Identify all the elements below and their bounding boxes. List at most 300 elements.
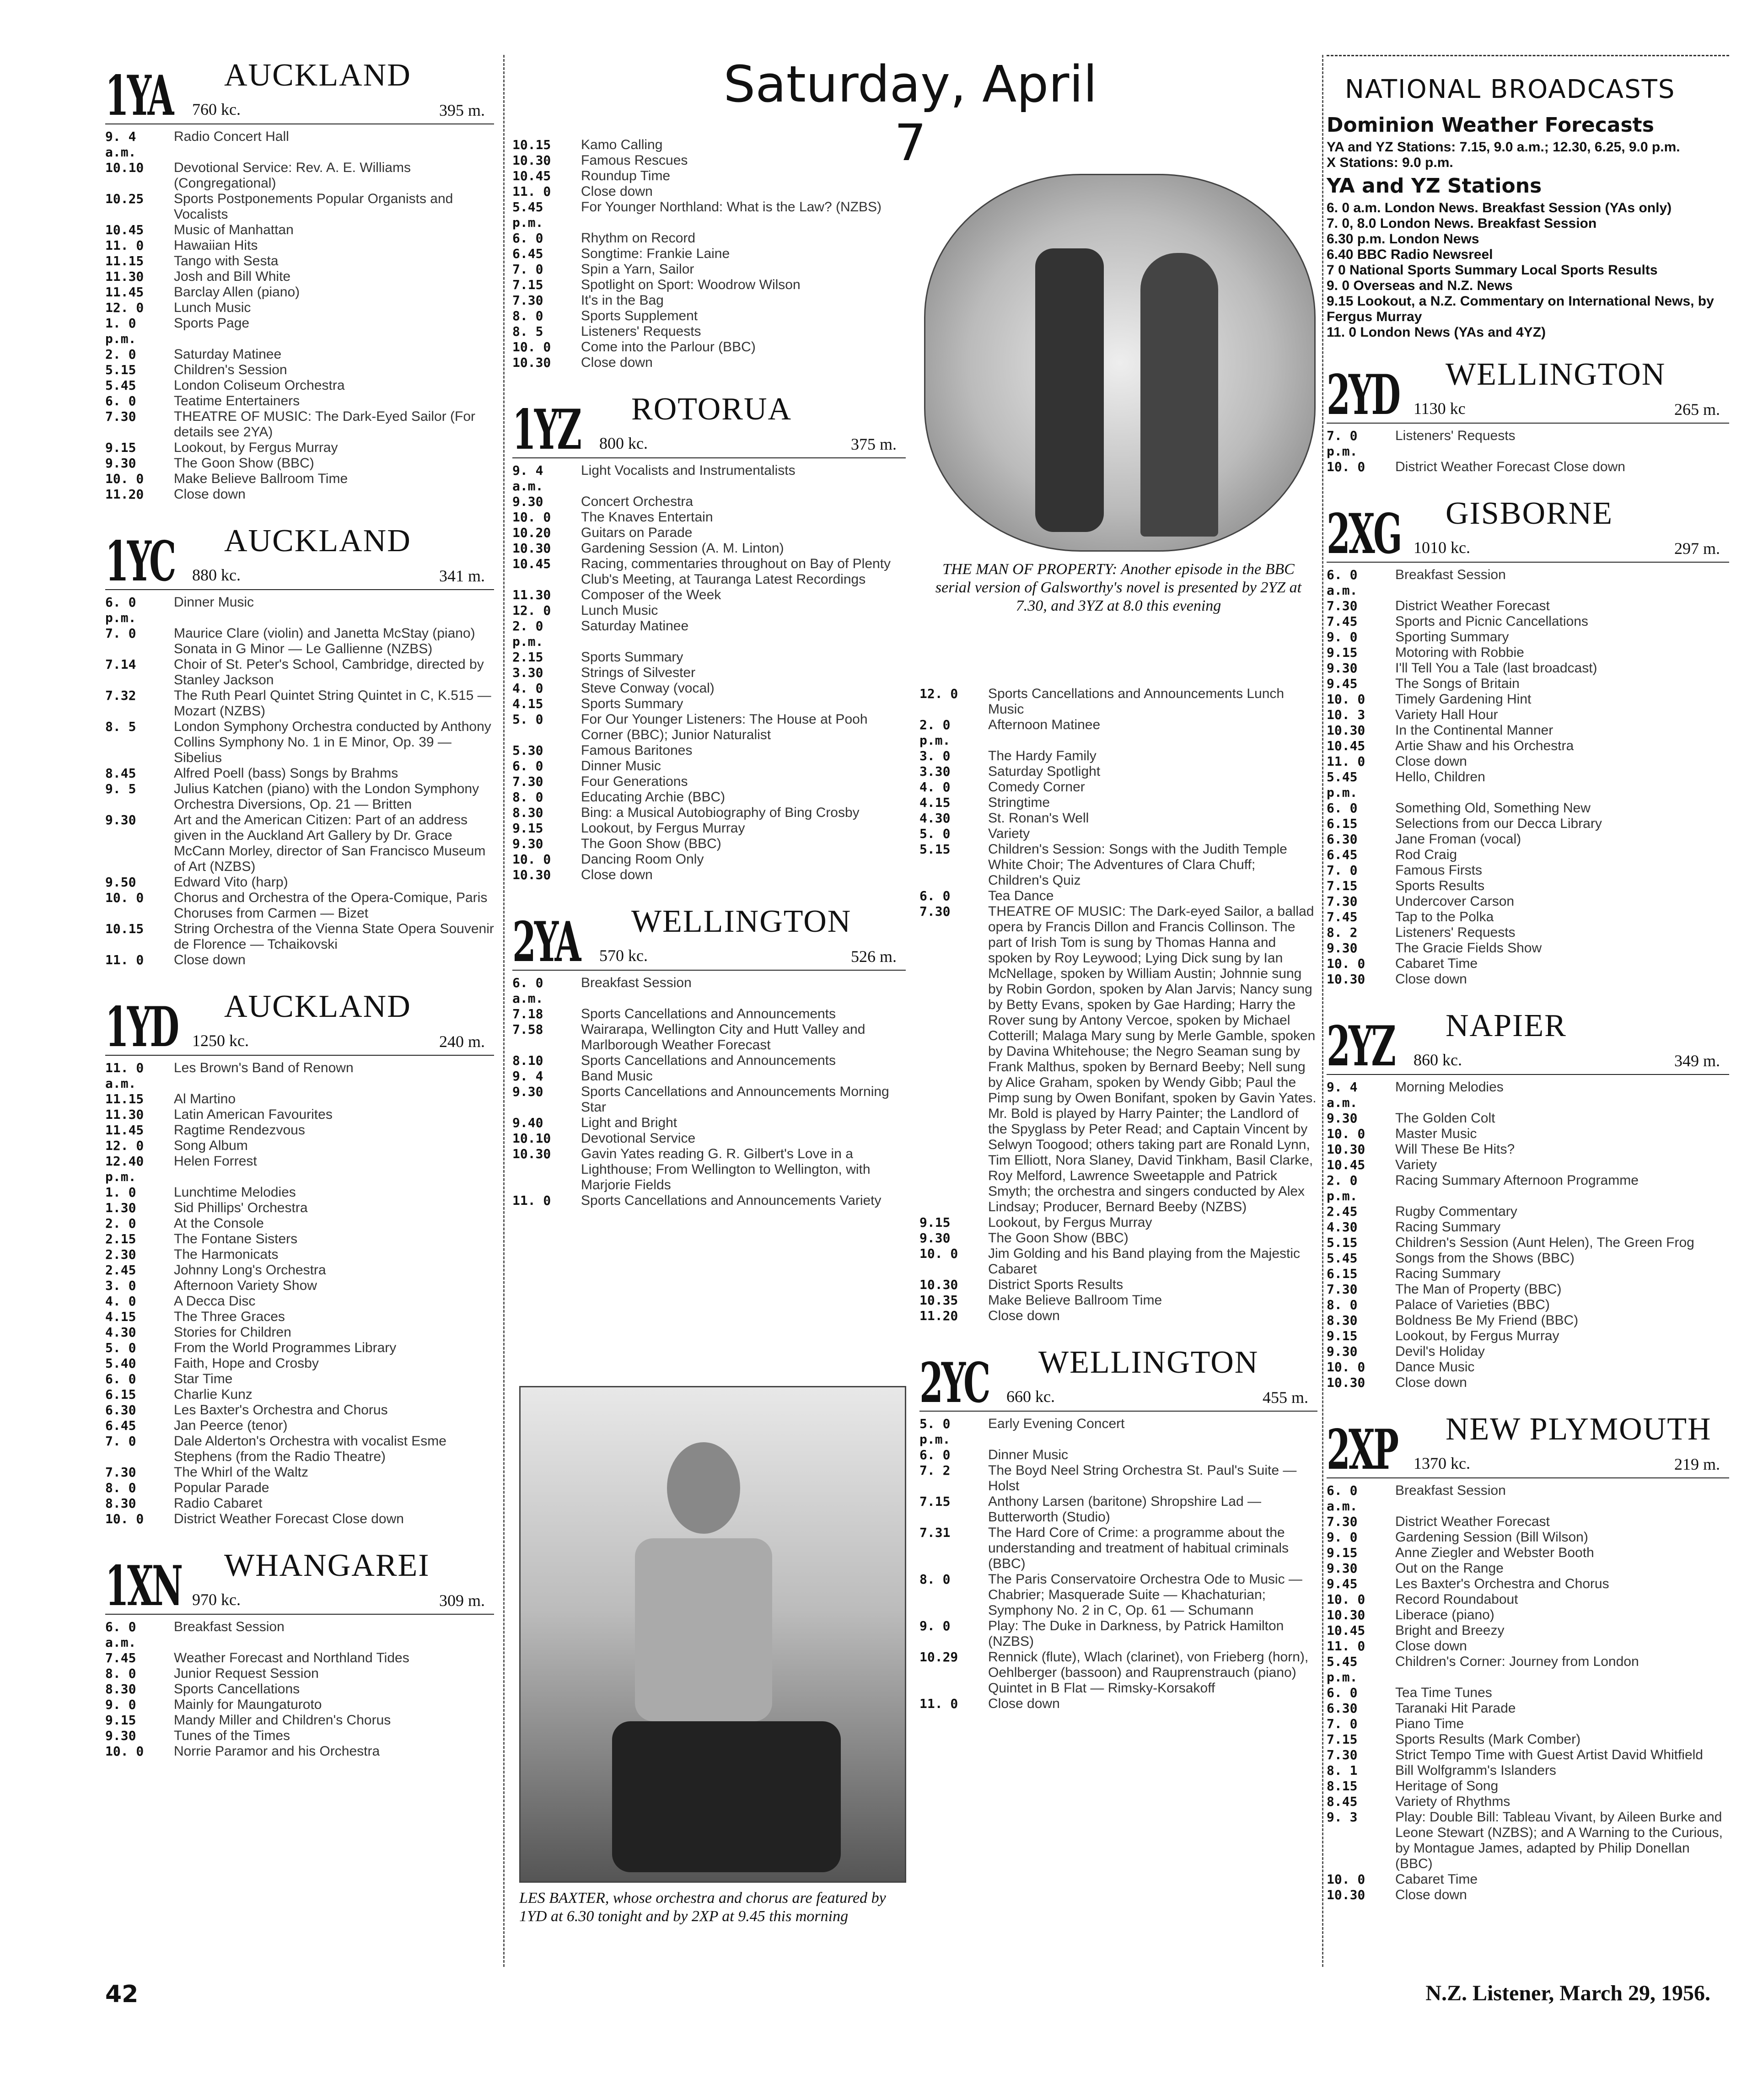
programme-row xyxy=(1327,972,1729,987)
programme-time: 6. 0 xyxy=(512,231,543,246)
programme-title: Out on the Range xyxy=(1395,1561,1504,1576)
programme-row xyxy=(105,1294,494,1309)
programme-time: 9.15 xyxy=(1327,1328,1358,1343)
programme-time: 9.15 xyxy=(1327,645,1358,660)
programme-title: Close down xyxy=(581,184,653,199)
programme-row xyxy=(512,231,906,246)
programme-row xyxy=(512,308,906,324)
programme-row xyxy=(919,1696,1317,1712)
programme-time: 9. 4 a.m. xyxy=(105,129,136,160)
programme-row xyxy=(1327,1080,1729,1111)
programme-time: 7.31 xyxy=(919,1525,951,1540)
programme-title: Dale Alderton's Orchestra with vocalist Esme Stephens (from the Radio Theatre) xyxy=(174,1434,446,1464)
station-block xyxy=(105,1545,494,1759)
programme-title: St. Ronan's Well xyxy=(988,811,1089,826)
programme-time: 7.30 xyxy=(105,1465,136,1480)
programme-title: Four Generations xyxy=(581,774,688,789)
station-header xyxy=(919,1342,1317,1415)
programme-row xyxy=(1327,1313,1729,1328)
programme-title: Famous Baritones xyxy=(581,743,693,758)
programme-row xyxy=(512,805,906,821)
programme-time: 9. 3 xyxy=(1327,1810,1358,1825)
programme-row xyxy=(1327,567,1729,598)
programme-time: 4.15 xyxy=(105,1309,136,1324)
page-footer: N.Z. Listener, March 29, 1956. xyxy=(1425,1981,1710,2005)
programme-time: 1. 0 p.m. xyxy=(105,316,136,346)
programme-row xyxy=(919,764,1317,779)
programme-title: Al Martino xyxy=(174,1091,236,1106)
yayz-line: 11. 0 London News (YAs and 4YZ) xyxy=(1327,325,1546,340)
programme-title: Sports Postponements Popular Organists and Vocalists xyxy=(174,191,453,222)
station-wavelength: 375 m. xyxy=(850,435,897,453)
weather-forecasts-title: Dominion Weather Forecasts xyxy=(1327,113,1654,137)
programme-row xyxy=(105,1278,494,1294)
station-callsign: 2YD xyxy=(1327,363,1399,427)
programme-time: 9.30 xyxy=(919,1230,951,1246)
programme-time: 9. 0 xyxy=(1327,629,1358,645)
programme-title: Close down xyxy=(581,355,653,370)
programme-title: Close down xyxy=(1395,1887,1467,1902)
photo-trousers xyxy=(612,1721,841,1872)
programme-time: 7. 0 xyxy=(1327,1716,1358,1731)
station-header xyxy=(1327,1005,1729,1079)
programme-title: The Golden Colt xyxy=(1395,1111,1495,1126)
programme-time: 6.30 xyxy=(1327,832,1358,847)
station-header xyxy=(1327,493,1729,566)
programme-row xyxy=(105,487,494,502)
programme-row xyxy=(919,748,1317,764)
programme-row xyxy=(105,1060,494,1091)
programme-time: 6. 0 xyxy=(512,758,543,773)
station-callsign: 2YC xyxy=(919,1351,989,1415)
programme-row xyxy=(919,888,1317,904)
programme-time: 9. 0 xyxy=(1327,1530,1358,1545)
programme-row xyxy=(1327,598,1729,614)
programme-title: Jane Froman (vocal) xyxy=(1395,832,1521,847)
programme-row xyxy=(512,587,906,603)
programme-row xyxy=(919,1246,1317,1277)
programme-time: 4. 0 xyxy=(512,681,543,696)
programme-title: Breakfast Session xyxy=(1395,567,1506,582)
programme-title: The Hardy Family xyxy=(988,748,1097,763)
programme-title: Dinner Music xyxy=(581,758,661,773)
programme-time: 5. 0 xyxy=(105,1340,136,1355)
programme-title: Boldness Be My Friend (BBC) xyxy=(1395,1313,1579,1328)
programme-time: 10.30 xyxy=(1327,972,1365,987)
programme-row xyxy=(105,1697,494,1713)
programme-title: Songtime: Frankie Laine xyxy=(581,246,730,261)
programme-title: Anthony Larsen (baritone) Shropshire Lad — Butterworth (Studio) xyxy=(988,1494,1262,1525)
programme-row xyxy=(919,779,1317,795)
yayz-line: 6.40 BBC Radio Newsreel xyxy=(1327,247,1493,262)
programme-title: Make Believe Ballroom Time xyxy=(174,471,348,486)
yayz-line: 7 0 National Sports Summary Local Sports Results xyxy=(1327,263,1658,278)
station-city: WHANGAREI xyxy=(224,1548,430,1583)
programme-time: 9.30 xyxy=(1327,1111,1358,1126)
programme-time: 9.30 xyxy=(105,456,136,471)
programme-time: 7. 0 xyxy=(105,626,136,641)
programme-title: Chorus and Orchestra of the Opera-Comique, Paris Choruses from Carmen — Bizet xyxy=(174,890,488,921)
programme-row xyxy=(512,494,906,510)
station-frequency: 1370 kc. xyxy=(1414,1454,1470,1472)
programme-row xyxy=(512,525,906,541)
station-city: WELLINGTON xyxy=(631,904,852,939)
programme-title: Sports Supplement xyxy=(581,308,698,323)
programme-row xyxy=(105,285,494,300)
programme-row xyxy=(105,440,494,456)
station-wavelength: 240 m. xyxy=(439,1032,485,1051)
programme-title: Tango with Sesta xyxy=(174,253,279,269)
programme-title: Close down xyxy=(1395,972,1467,987)
programme-row xyxy=(1327,1716,1729,1732)
programme-title: Stringtime xyxy=(988,795,1050,810)
programme-title: Cabaret Time xyxy=(1395,1872,1478,1887)
programme-row xyxy=(105,1262,494,1278)
station-header xyxy=(105,521,494,594)
station-callsign: 1YC xyxy=(105,529,175,594)
programme-row xyxy=(1327,738,1729,754)
column-rule xyxy=(1322,55,1323,1967)
programme-row xyxy=(1327,769,1729,800)
programme-title: Undercover Carson xyxy=(1395,894,1515,909)
programme-title: Famous Rescues xyxy=(581,153,688,168)
programme-title: Racing Summary xyxy=(1395,1219,1501,1235)
programme-title: District Weather Forecast Close down xyxy=(174,1511,404,1526)
programme-time: 10.45 xyxy=(1327,738,1365,753)
column-2 xyxy=(512,137,906,1227)
station-header xyxy=(1327,1409,1729,1482)
programme-title: For Younger Northland: What is the Law? (NZBS) xyxy=(581,199,882,215)
programme-row xyxy=(919,1447,1317,1463)
programme-title: Educating Archie (BBC) xyxy=(581,790,726,805)
programme-row xyxy=(1327,1810,1729,1872)
programme-time: 10.45 xyxy=(1327,1157,1365,1172)
programme-time: 10.10 xyxy=(105,160,144,175)
programme-time: 7.30 xyxy=(105,409,136,424)
programme-time: 2. 0 p.m. xyxy=(512,618,543,649)
programme-row xyxy=(105,347,494,362)
programme-title: The Goon Show (BBC) xyxy=(581,836,721,851)
programme-time: 9.15 xyxy=(1327,1545,1358,1560)
programme-title: Roundup Time xyxy=(581,168,671,183)
programme-title: The Paris Conservatoire Orchestra Ode to Music — Chabrier; Masquerade Suite — Khachaturian; Symphony No. 2 in C, Op. 61 — Schumann xyxy=(988,1572,1302,1618)
programme-title: Come into the Parlour (BBC) xyxy=(581,339,756,354)
programme-title: The Three Graces xyxy=(174,1309,285,1324)
programme-time: 6. 0 a.m. xyxy=(1327,1483,1358,1514)
programme-title: Edward Vito (harp) xyxy=(174,875,288,890)
programme-time: 3.30 xyxy=(919,764,951,779)
station-frequency: 1010 kc. xyxy=(1414,538,1470,557)
programme-title: Variety Hall Hour xyxy=(1395,707,1498,722)
programme-title: Maurice Clare (violin) and Janetta McStay (piano) Sonata in G Minor — Le Gallienne (NZBS) xyxy=(174,626,475,656)
programme-time: 11. 0 xyxy=(1327,1638,1365,1654)
programme-row xyxy=(919,1494,1317,1525)
programme-time: 10.45 xyxy=(105,222,144,237)
programme-time: 10. 0 xyxy=(105,1744,144,1759)
programme-time: 6.15 xyxy=(1327,816,1358,831)
programme-row xyxy=(512,712,906,743)
programme-time: 9.40 xyxy=(512,1115,543,1130)
programme-title: Jim Golding and his Band playing from the Majestic Cabaret xyxy=(988,1246,1301,1277)
programme-time: 7.14 xyxy=(105,657,136,672)
programme-row xyxy=(512,836,906,852)
programme-time: 8.30 xyxy=(512,805,543,820)
programme-time: 11.45 xyxy=(105,1123,144,1138)
programme-time: 2.15 xyxy=(105,1231,136,1246)
programme-time: 7.32 xyxy=(105,688,136,703)
programme-time: 9.30 xyxy=(1327,1344,1358,1359)
programme-title: Dancing Room Only xyxy=(581,852,704,867)
programme-row xyxy=(105,1418,494,1434)
programme-title: Band Music xyxy=(581,1069,653,1084)
programme-row xyxy=(1327,1638,1729,1654)
programme-title: The Harmonicats xyxy=(174,1247,279,1262)
programme-time: 7. 0 xyxy=(105,1434,136,1449)
programme-row xyxy=(105,471,494,487)
programme-row xyxy=(105,456,494,471)
programme-row xyxy=(1327,1204,1729,1219)
programme-title: Hello, Children xyxy=(1395,769,1485,784)
station-wavelength: 455 m. xyxy=(1262,1388,1308,1407)
programme-row xyxy=(105,1247,494,1262)
programme-row xyxy=(1327,800,1729,816)
programme-row xyxy=(105,1340,494,1356)
station-block xyxy=(919,686,1317,1324)
column-4-stations xyxy=(1327,354,1729,1903)
programme-row xyxy=(512,184,906,199)
programme-title: Lookout, by Fergus Murray xyxy=(988,1215,1152,1230)
programme-title: Barclay Allen (piano) xyxy=(174,285,300,300)
programme-time: 10.30 xyxy=(512,355,551,370)
programme-row xyxy=(1327,1747,1729,1763)
programme-title: The Goon Show (BBC) xyxy=(988,1230,1129,1246)
programme-time: 12. 0 xyxy=(105,1138,144,1153)
programme-title: Sports Results (Mark Comber) xyxy=(1395,1732,1581,1747)
programme-row xyxy=(105,1402,494,1418)
programme-time: 8. 2 xyxy=(1327,925,1358,940)
programme-title: Julius Katchen (piano) with the London Symphony Orchestra Diversions, Op. 21 — Britten xyxy=(174,781,479,812)
programme-time: 8. 0 xyxy=(105,1480,136,1495)
programme-title: Will These Be Hits? xyxy=(1395,1142,1515,1157)
programme-title: Helen Forrest xyxy=(174,1154,257,1169)
programme-title: Heritage of Song xyxy=(1395,1778,1499,1794)
programme-time: 3. 0 xyxy=(105,1278,136,1293)
programme-title: Close down xyxy=(581,867,653,882)
programme-time: 10.30 xyxy=(512,1146,551,1161)
programme-time: 11.20 xyxy=(105,487,144,502)
station-frequency: 880 kc. xyxy=(192,566,241,584)
programme-row xyxy=(1327,1344,1729,1359)
programme-title: The Boyd Neel String Orchestra St. Paul's Suite — Holst xyxy=(988,1463,1297,1493)
man-of-property-illustration xyxy=(924,174,1316,552)
programme-row xyxy=(1327,909,1729,925)
programme-time: 6.45 xyxy=(1327,847,1358,862)
programme-time: 10.30 xyxy=(512,153,551,168)
programme-time: 2. 0 xyxy=(105,1216,136,1231)
programme-time: 6. 0 xyxy=(919,1447,951,1462)
programme-row xyxy=(1327,1545,1729,1561)
programme-title: Make Believe Ballroom Time xyxy=(988,1293,1162,1308)
station-frequency: 660 kc. xyxy=(1006,1387,1055,1406)
programme-time: 5. 0 p.m. xyxy=(919,1416,951,1447)
programme-time: 8. 5 xyxy=(512,324,543,339)
programme-row xyxy=(1327,894,1729,909)
programme-time: 11. 0 xyxy=(1327,754,1365,769)
programme-time: 7.30 xyxy=(1327,1514,1358,1529)
programme-row xyxy=(919,904,1317,1215)
programme-time: 10.30 xyxy=(512,867,551,882)
programme-time: 6. 0 xyxy=(105,1371,136,1386)
programme-title: Hawaiian Hits xyxy=(174,238,258,253)
programme-title: Choir of St. Peter's School, Cambridge, directed by Stanley Jackson xyxy=(174,657,484,687)
station-block xyxy=(1327,1409,1729,1903)
programme-row xyxy=(105,1123,494,1138)
programme-title: The Gracie Fields Show xyxy=(1395,940,1542,956)
programme-time: 4. 0 xyxy=(105,1294,136,1309)
programme-row xyxy=(512,168,906,184)
programme-row xyxy=(919,1463,1317,1494)
programme-title: Light Vocalists and Instrumentalists xyxy=(581,463,796,478)
programme-title: Johnny Long's Orchestra xyxy=(174,1262,326,1278)
programme-row xyxy=(105,1650,494,1666)
programme-title: Sports Cancellations and Announcements xyxy=(581,1053,836,1068)
programme-title: Saturday Matinee xyxy=(174,347,282,362)
programme-title: Children's Corner: Journey from London xyxy=(1395,1654,1639,1669)
programme-time: 9.15 xyxy=(105,1713,136,1728)
programme-row xyxy=(512,603,906,618)
programme-row xyxy=(512,293,906,308)
programme-time: 10.30 xyxy=(1327,1607,1365,1622)
programme-row xyxy=(1327,1654,1729,1685)
station-city: AUCKLAND xyxy=(224,989,411,1024)
station-block xyxy=(105,986,494,1527)
column-3 xyxy=(919,686,1317,1730)
programme-title: Lunch Music xyxy=(581,603,658,618)
programme-title: Gardening Session (A. M. Linton) xyxy=(581,541,784,556)
programme-time: 10. 0 xyxy=(1327,1872,1365,1887)
programme-row xyxy=(105,1231,494,1247)
programme-row xyxy=(105,1200,494,1216)
programme-time: 12.40 p.m. xyxy=(105,1154,144,1184)
programme-time: 11.30 xyxy=(512,587,551,602)
programme-time: 10.29 xyxy=(919,1649,958,1665)
station-wavelength: 297 m. xyxy=(1674,539,1720,558)
programme-title: Listeners' Requests xyxy=(1395,428,1516,443)
programme-title: Anne Ziegler and Webster Booth xyxy=(1395,1545,1594,1560)
programme-title: Junior Request Session xyxy=(174,1666,319,1681)
programme-time: 10. 0 xyxy=(1327,459,1365,474)
programme-title: District Weather Forecast xyxy=(1395,1514,1550,1529)
station-city: AUCKLAND xyxy=(224,58,411,93)
programme-time: 11. 0 xyxy=(105,952,144,967)
yayz-line: 6.30 p.m. London News xyxy=(1327,231,1479,247)
programme-title: Cabaret Time xyxy=(1395,956,1478,971)
programme-time: 7.15 xyxy=(1327,1732,1358,1747)
programme-title: Palace of Varieties (BBC) xyxy=(1395,1297,1550,1312)
programme-title: Breakfast Session xyxy=(174,1619,285,1634)
programme-time: 10. 0 xyxy=(512,339,551,354)
programme-time: 5.30 xyxy=(512,743,543,758)
programme-time: 7.30 xyxy=(1327,1747,1358,1762)
programme-row xyxy=(512,199,906,231)
programme-row xyxy=(919,1618,1317,1649)
programme-time: 9.45 xyxy=(1327,676,1358,691)
programme-row xyxy=(512,650,906,665)
programme-time: 6.15 xyxy=(105,1387,136,1402)
programme-time: 8. 0 xyxy=(1327,1297,1358,1312)
programme-row xyxy=(105,1496,494,1511)
programme-row xyxy=(1327,645,1729,661)
programme-row xyxy=(1327,956,1729,972)
programme-time: 10.30 xyxy=(1327,723,1365,738)
programme-title: Sports Summary xyxy=(581,696,683,711)
programme-time: 5. 0 xyxy=(512,712,543,727)
station-frequency: 860 kc. xyxy=(1414,1051,1462,1069)
programme-time: 10. 0 xyxy=(1327,956,1365,971)
programme-title: Teatime Entertainers xyxy=(174,393,300,408)
programme-time: 9.30 xyxy=(1327,1561,1358,1576)
programme-time: 4.30 xyxy=(105,1325,136,1340)
programme-time: 7.30 xyxy=(1327,1282,1358,1297)
programme-row xyxy=(919,842,1317,888)
illustration-woman-figure xyxy=(1140,253,1218,537)
programme-title: Play: Double Bill: Tableau Vivant, by Aileen Burke and Leone Stewart (NZBS); and A Warning to the Curious, by Montague James, adapted by Philip Donellan (BBC) xyxy=(1395,1810,1723,1871)
programme-row xyxy=(919,686,1317,717)
programme-row xyxy=(105,1325,494,1340)
programme-time: 6. 0 p.m. xyxy=(105,595,136,625)
programme-time: 6. 0 a.m. xyxy=(105,1619,136,1650)
programme-title: Sports Results xyxy=(1395,878,1485,893)
station-header xyxy=(105,55,494,128)
programme-title: Strict Tempo Time with Guest Artist David Whitfield xyxy=(1395,1747,1703,1762)
station-callsign: 1YA xyxy=(105,64,172,128)
national-broadcasts-box xyxy=(1327,55,1729,340)
programme-title: District Weather Forecast xyxy=(1395,598,1550,613)
programme-row xyxy=(919,1215,1317,1230)
programme-row xyxy=(512,665,906,681)
programme-row xyxy=(105,409,494,440)
photo-head xyxy=(667,1442,740,1534)
programme-row xyxy=(1327,754,1729,769)
programme-row xyxy=(919,1649,1317,1696)
programme-title: Kamo Calling xyxy=(581,137,663,152)
programme-title: Dinner Music xyxy=(988,1447,1069,1462)
programme-row xyxy=(1327,1794,1729,1810)
programme-title: Mandy Miller and Children's Chorus xyxy=(174,1713,391,1728)
les-baxter-caption: LES BAXTER, whose orchestra and chorus are featured by 1YD at 6.30 tonight and by 2XP at 9.45 this morning xyxy=(519,1890,886,1925)
programme-row xyxy=(512,852,906,867)
date-heading: Saturday, April 7 xyxy=(723,55,1097,172)
programme-time: 10. 0 xyxy=(1327,692,1365,707)
programme-row xyxy=(105,378,494,393)
programme-time: 6. 0 a.m. xyxy=(512,975,543,1006)
programme-time: 2.15 xyxy=(512,650,543,665)
programme-time: 10. 0 xyxy=(919,1246,958,1261)
programme-row xyxy=(512,758,906,774)
programme-time: 10.15 xyxy=(105,921,144,936)
programme-row xyxy=(1327,878,1729,894)
programme-time: 9.30 xyxy=(512,836,543,851)
programme-row xyxy=(1327,925,1729,940)
programme-title: Alfred Poell (bass) Songs by Brahms xyxy=(174,766,398,781)
programme-time: 11. 0 a.m. xyxy=(105,1060,144,1091)
programme-row xyxy=(1327,1623,1729,1638)
programme-time: 5. 0 xyxy=(919,826,951,841)
programme-title: Morning Melodies xyxy=(1395,1080,1504,1095)
programme-title: Sports Cancellations and Announcements Morning Star xyxy=(581,1084,889,1115)
programme-row xyxy=(1327,1126,1729,1142)
programme-time: 6.30 xyxy=(1327,1701,1358,1716)
